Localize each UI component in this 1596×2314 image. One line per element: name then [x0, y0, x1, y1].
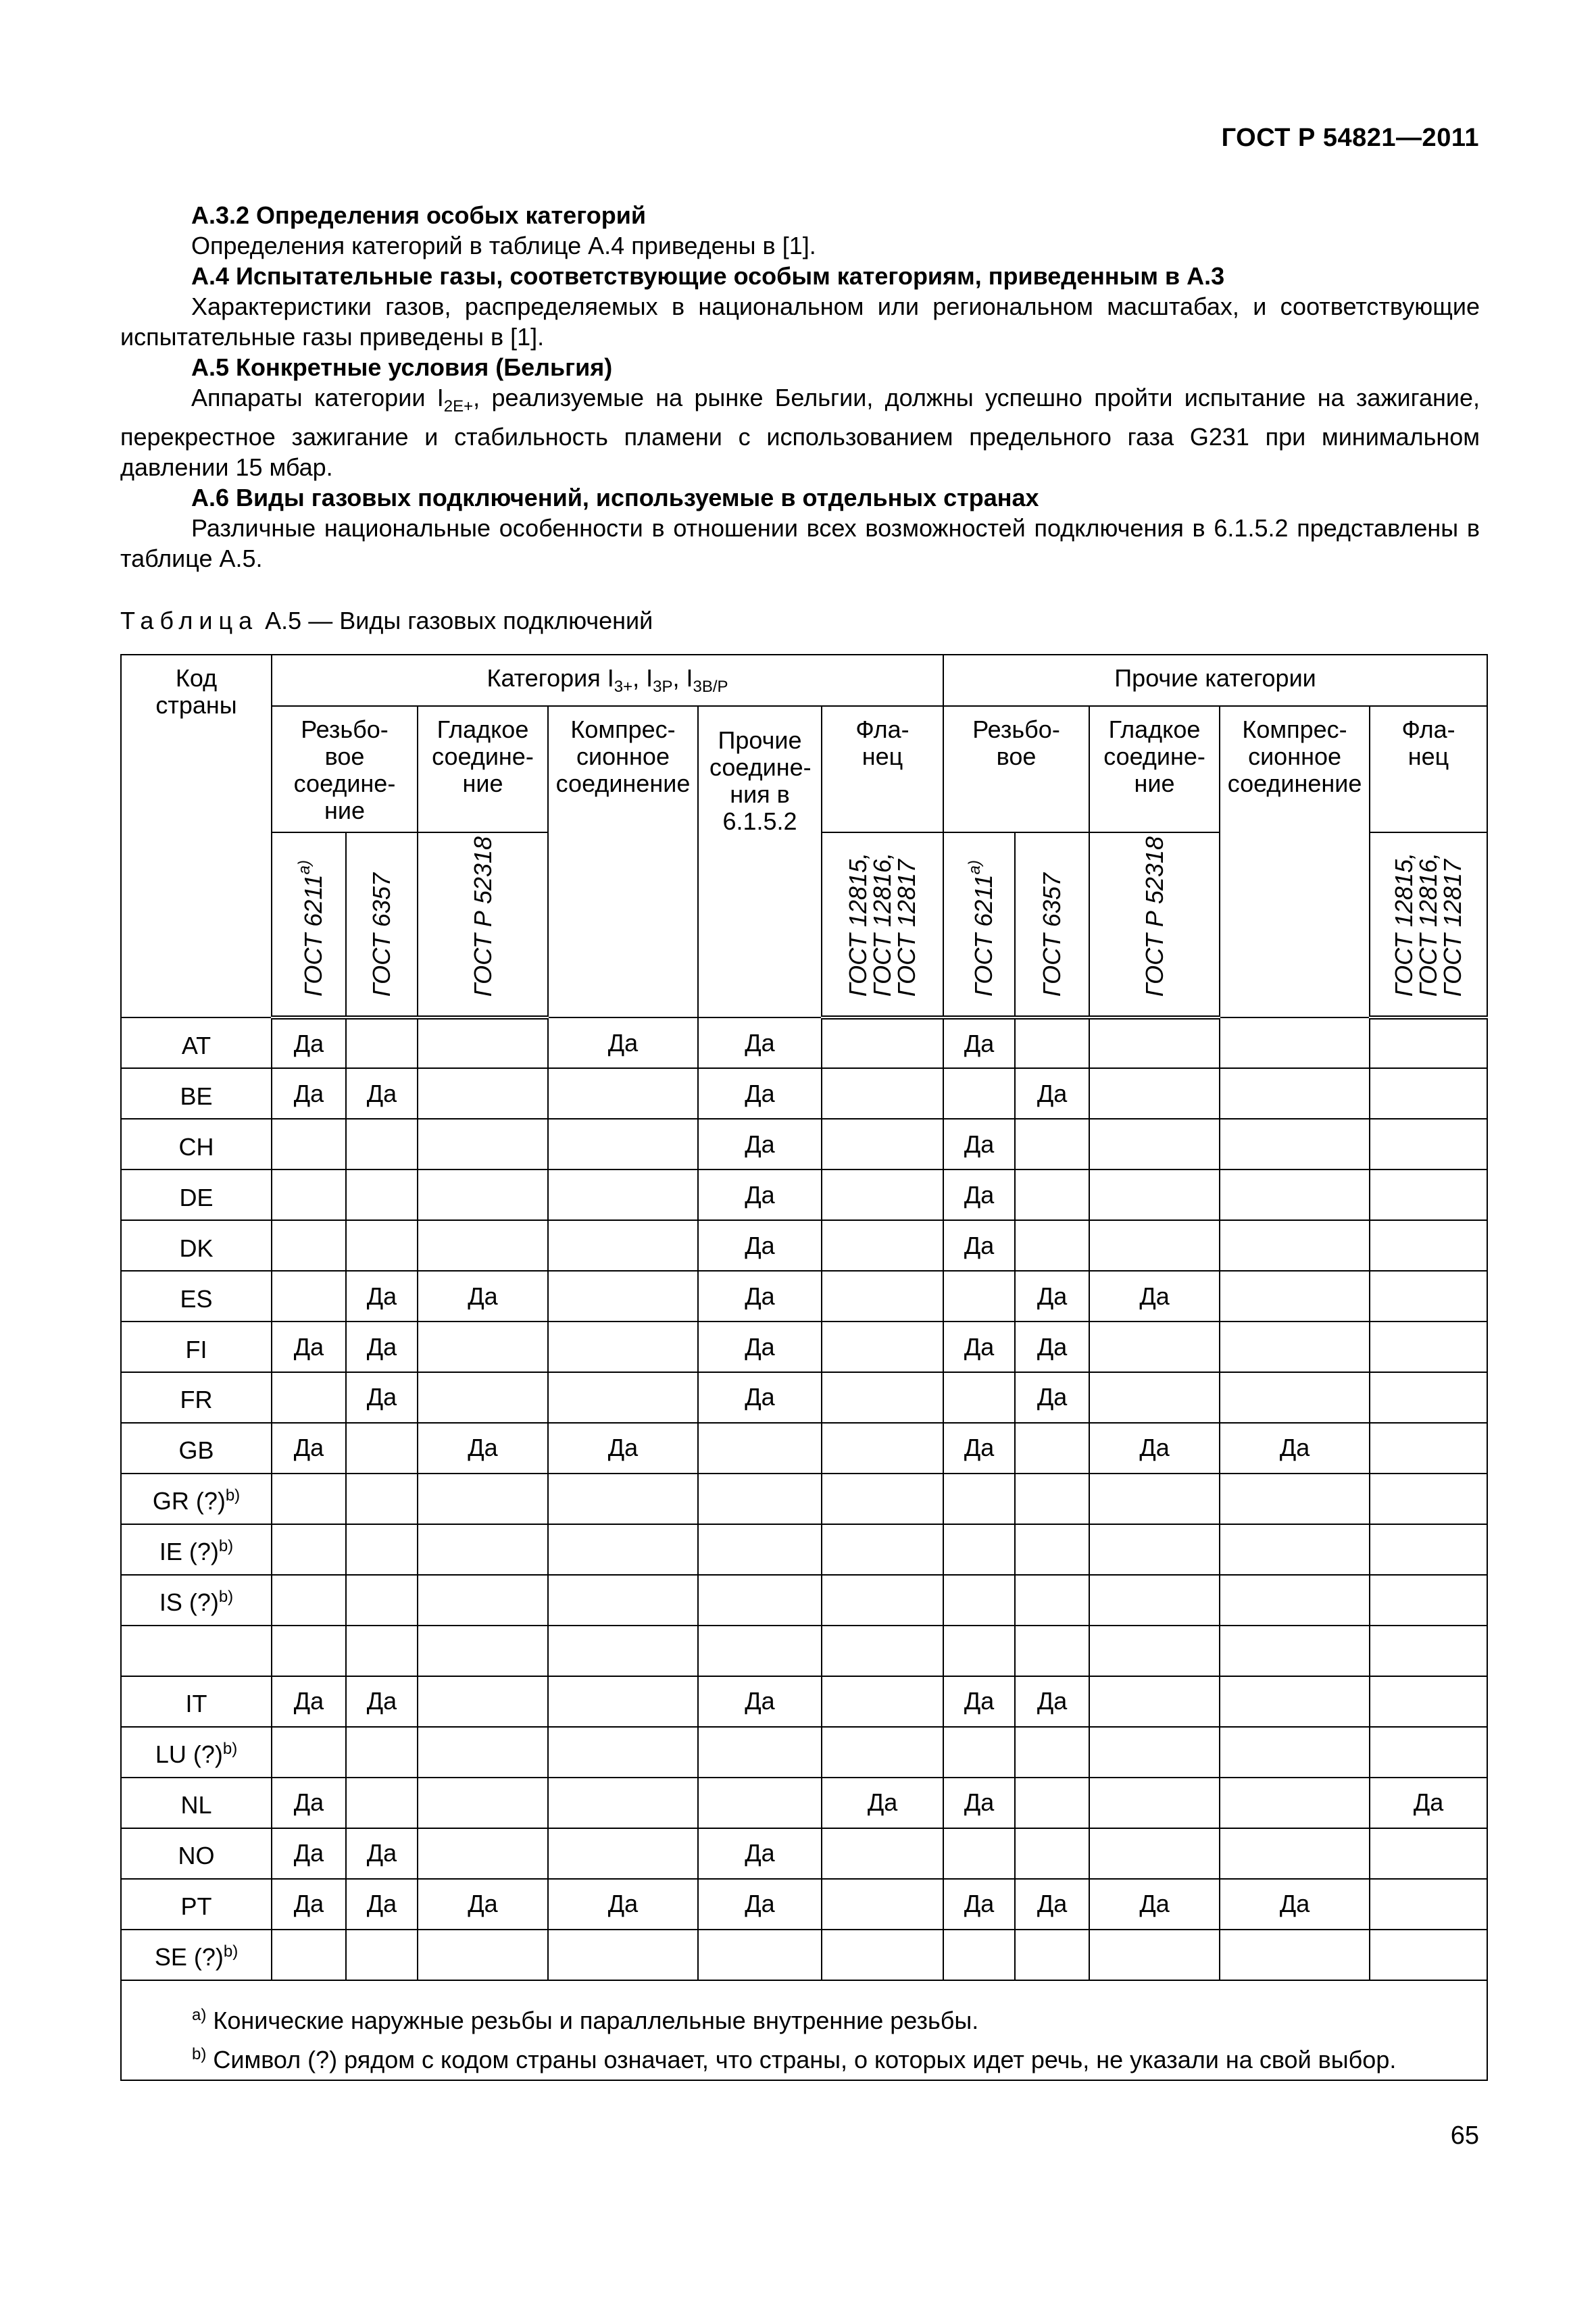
table-cell	[1089, 1169, 1220, 1220]
country-code-cell: BE	[121, 1068, 272, 1119]
table-cell	[418, 1474, 548, 1524]
table-row	[121, 1524, 1487, 1575]
country-code-cell: DE	[121, 1169, 272, 1220]
table-cell	[943, 1372, 1015, 1423]
table-cell	[1089, 1727, 1220, 1778]
table-cell	[1220, 1271, 1370, 1322]
table-cell	[1220, 1778, 1370, 1828]
table-cell: Да	[272, 1879, 346, 1930]
table-cell	[943, 1575, 1015, 1626]
table-cell: Да	[1015, 1271, 1089, 1322]
document-header: ГОСТ Р 54821—2011	[1221, 124, 1479, 152]
table-cell	[548, 1778, 698, 1828]
table-cell	[1089, 1119, 1220, 1169]
table-cell	[548, 1676, 698, 1727]
table-cell	[346, 1017, 418, 1068]
table-cell	[1370, 1524, 1487, 1575]
table-cell: Да	[346, 1068, 418, 1119]
footnote: $^{b)}$ Символ (?) рядом с кодом страны означает, что страны, о которых идет речь, не указали на свой выбор.	[192, 2044, 1397, 2073]
table-cell: Да	[1220, 1423, 1370, 1474]
table-cell: Да	[272, 1423, 346, 1474]
table-cell	[1015, 1778, 1089, 1828]
table-cell	[822, 1119, 943, 1169]
table-cell	[1220, 1676, 1370, 1727]
table-cell	[418, 1778, 548, 1828]
table-cell	[822, 1524, 943, 1575]
table-cell	[1370, 1575, 1487, 1626]
table-cell: Да	[1015, 1068, 1089, 1119]
threaded-header-2: Резьбо-вое	[943, 706, 1089, 832]
table-cell: Да	[272, 1017, 346, 1068]
table-cell: Да	[943, 1778, 1015, 1828]
table-cell	[1220, 1626, 1370, 1676]
table-cell: Да	[272, 1778, 346, 1828]
table-cell	[418, 1220, 548, 1271]
std-gost6211-2: ГОСТ 6211$^{a)}$	[943, 832, 1015, 1017]
table-cell	[822, 1676, 943, 1727]
table-cell	[698, 1524, 822, 1575]
table-cell	[418, 1676, 548, 1727]
table-cell	[1220, 1524, 1370, 1575]
table-cell	[548, 1372, 698, 1423]
table-cell: Да	[943, 1423, 1015, 1474]
country-code-cell: LU (?)$^{b)}$	[121, 1727, 272, 1778]
table-cell: Да	[698, 1322, 822, 1372]
table-cell: Да	[346, 1676, 418, 1727]
table-cell	[1015, 1423, 1089, 1474]
country-code-cell: DK	[121, 1220, 272, 1271]
std-gostr52318-1: ГОСТ Р 52318	[418, 832, 548, 1017]
table-cell	[1220, 1372, 1370, 1423]
table-cell	[1015, 1169, 1089, 1220]
table-cell	[346, 1727, 418, 1778]
table-cell	[1370, 1169, 1487, 1220]
table-cell	[1370, 1727, 1487, 1778]
table-cell	[346, 1220, 418, 1271]
table-cell	[418, 1322, 548, 1372]
table-cell: Да	[698, 1271, 822, 1322]
table-cell	[822, 1727, 943, 1778]
smooth-header-1: Гладкое соедине-ние	[418, 706, 548, 832]
table-cell: Да	[698, 1828, 822, 1879]
table-cell	[943, 1474, 1015, 1524]
table-cell	[822, 1068, 943, 1119]
table-cell	[1089, 1626, 1220, 1676]
table-cell	[1015, 1828, 1089, 1879]
table-cell	[1015, 1626, 1089, 1676]
table-cell	[822, 1828, 943, 1879]
table-cell	[1015, 1727, 1089, 1778]
country-code-cell: FI	[121, 1322, 272, 1372]
table-cell	[1370, 1068, 1487, 1119]
table-cell	[822, 1626, 943, 1676]
table-cell	[1089, 1322, 1220, 1372]
table-cell	[1370, 1930, 1487, 1980]
std-gost-flange-1: ГОСТ 12815, ГОСТ 12816, ГОСТ 12817	[822, 832, 943, 1017]
table-row	[121, 1271, 1487, 1322]
table-cell	[822, 1322, 943, 1372]
table-cell	[822, 1220, 943, 1271]
table-row	[121, 1322, 1487, 1372]
table-cell	[1220, 1727, 1370, 1778]
table-cell: Да	[698, 1372, 822, 1423]
table-cell	[1370, 1474, 1487, 1524]
table-cell: Да	[943, 1879, 1015, 1930]
table-cell	[272, 1119, 346, 1169]
table-cell	[943, 1068, 1015, 1119]
table-cell	[1089, 1372, 1220, 1423]
table-cell: Да	[1015, 1676, 1089, 1727]
country-code-cell: IT	[121, 1676, 272, 1727]
paragraph-a4: Характеристики газов, распределяемых в национальном или региональном масштабах, и соответствующие испытательные газы приведены в [1].	[120, 293, 1480, 351]
table-cell	[1089, 1017, 1220, 1068]
table-cell	[1220, 1220, 1370, 1271]
table-cell: Да	[698, 1220, 822, 1271]
table-cell: Да	[346, 1271, 418, 1322]
table-cell	[1220, 1474, 1370, 1524]
table-cell	[548, 1322, 698, 1372]
table-cell	[1015, 1119, 1089, 1169]
table-cell	[1015, 1524, 1089, 1575]
table-cell: Да	[272, 1322, 346, 1372]
table-cell	[548, 1930, 698, 1980]
flange-header-1: Фла-нец	[822, 706, 943, 832]
table-cell	[822, 1930, 943, 1980]
table-cell	[418, 1524, 548, 1575]
table-cell	[346, 1169, 418, 1220]
table-cell	[418, 1372, 548, 1423]
table-cell	[418, 1119, 548, 1169]
table-cell	[272, 1474, 346, 1524]
std-gost6211-1: ГОСТ 6211$^{a)}$	[272, 832, 346, 1017]
table-cell: Да	[698, 1119, 822, 1169]
table-cell	[1370, 1271, 1487, 1322]
country-code-cell: NO	[121, 1828, 272, 1879]
table-cell: Да	[346, 1372, 418, 1423]
table-cell	[698, 1930, 822, 1980]
country-code-cell: PT	[121, 1879, 272, 1930]
table-cell	[1370, 1220, 1487, 1271]
table-cell	[418, 1828, 548, 1879]
table-cell	[1220, 1828, 1370, 1879]
country-code-cell: AT	[121, 1017, 272, 1068]
table-cell	[698, 1727, 822, 1778]
heading-a6: А.6 Виды газовых подключений, используемые в отдельных странах	[191, 484, 1039, 512]
other-connections-header: Прочие соедине-ния в 6.1.5.2	[698, 706, 822, 1017]
country-code-cell: IS (?)$^{b)}$	[121, 1575, 272, 1626]
table-cell	[1370, 1322, 1487, 1372]
table-cell: Да	[822, 1778, 943, 1828]
table-cell	[1089, 1676, 1220, 1727]
table-cell	[943, 1271, 1015, 1322]
table-cell: Да	[1015, 1322, 1089, 1372]
table-cell: Да	[698, 1879, 822, 1930]
table-cell	[822, 1423, 943, 1474]
table-row	[121, 1575, 1487, 1626]
table-row	[121, 1068, 1487, 1119]
table-cell	[272, 1372, 346, 1423]
table-cell: Да	[1220, 1879, 1370, 1930]
table-cell	[346, 1626, 418, 1676]
table-row	[121, 1169, 1487, 1220]
table-cell	[418, 1068, 548, 1119]
table-cell	[1370, 1828, 1487, 1879]
table-cell	[1089, 1068, 1220, 1119]
table-cell	[822, 1474, 943, 1524]
table-cell: Да	[418, 1879, 548, 1930]
compression-header-2: Компрес-сионное соединение	[1220, 706, 1370, 1017]
table-cell: Да	[943, 1017, 1015, 1068]
table-cell	[346, 1575, 418, 1626]
table-row	[121, 1474, 1487, 1524]
table-cell: Да	[1370, 1778, 1487, 1828]
table-cell	[548, 1119, 698, 1169]
table-caption: Таблица А.5 — Виды газовых подключений	[120, 607, 653, 634]
table-cell	[1370, 1372, 1487, 1423]
table-cell: Да	[346, 1828, 418, 1879]
category-group-header: Категория $I_{3+}$, $I_{3P}$, $I_{3B/P}$	[272, 655, 943, 706]
table-cell: Да	[943, 1220, 1015, 1271]
table-cell: Да	[943, 1169, 1015, 1220]
table-cell: Да	[418, 1271, 548, 1322]
country-code-cell: CH	[121, 1119, 272, 1169]
table-cell	[346, 1423, 418, 1474]
table-cell	[1220, 1169, 1370, 1220]
country-code-cell: NL	[121, 1778, 272, 1828]
heading-a32: А.3.2 Определения особых категорий	[191, 201, 646, 229]
table-cell: Да	[1015, 1372, 1089, 1423]
table-cell	[346, 1524, 418, 1575]
table-cell	[822, 1575, 943, 1626]
country-code-cell: IE (?)$^{b)}$	[121, 1524, 272, 1575]
table-row	[121, 1423, 1487, 1474]
table-cell	[1089, 1524, 1220, 1575]
table-row	[121, 1220, 1487, 1271]
table-cell	[272, 1626, 346, 1676]
table-cell: Да	[698, 1017, 822, 1068]
table-cell	[272, 1169, 346, 1220]
table-cell	[548, 1169, 698, 1220]
table-cell	[1089, 1575, 1220, 1626]
table-cell: Да	[1015, 1879, 1089, 1930]
country-code-cell: SE (?)$^{b)}$	[121, 1930, 272, 1980]
table-cell	[346, 1778, 418, 1828]
table-cell	[1370, 1017, 1487, 1068]
table-row	[121, 1828, 1487, 1879]
table-cell	[418, 1727, 548, 1778]
table-cell	[548, 1727, 698, 1778]
table-cell	[943, 1828, 1015, 1879]
table-cell: Да	[698, 1169, 822, 1220]
table-cell: Да	[1089, 1271, 1220, 1322]
paragraph-a5: Аппараты категории $I_{2E+}$, реализуемые на рынке Бельгии, должны успешно пройти испытание на зажигание, перекрестное зажигание и стабильность пламени с использованием предельного газа G231 при минимальном давлении 15 мбар.	[120, 384, 1480, 482]
table-cell: Да	[943, 1676, 1015, 1727]
table-cell	[418, 1575, 548, 1626]
table-cell	[822, 1271, 943, 1322]
table-row	[121, 1626, 1487, 1676]
std-gost-flange-2: ГОСТ 12815, ГОСТ 12816, ГОСТ 12817	[1370, 832, 1487, 1017]
table-cell: Да	[418, 1423, 548, 1474]
table-cell	[943, 1727, 1015, 1778]
table-cell	[1089, 1828, 1220, 1879]
table-cell	[1220, 1068, 1370, 1119]
heading-a5: А.5 Конкретные условия (Бельгия)	[191, 353, 613, 381]
table-cell	[1015, 1017, 1089, 1068]
table-cell	[822, 1879, 943, 1930]
table-cell	[1089, 1474, 1220, 1524]
table-cell	[1220, 1575, 1370, 1626]
table-cell	[1370, 1119, 1487, 1169]
smooth-header-2: Гладкое соедине-ние	[1089, 706, 1220, 832]
table-cell	[548, 1626, 698, 1676]
table-cell	[698, 1626, 822, 1676]
table-cell	[418, 1930, 548, 1980]
table-cell	[1089, 1220, 1220, 1271]
table-cell: Да	[943, 1322, 1015, 1372]
country-code-cell: FR	[121, 1372, 272, 1423]
table-cell	[548, 1575, 698, 1626]
table-cell	[548, 1474, 698, 1524]
table-cell: Да	[943, 1119, 1015, 1169]
table-row	[121, 1676, 1487, 1727]
table-row	[121, 1879, 1487, 1930]
table-cell	[1370, 1423, 1487, 1474]
compression-header-1: Компрес-сионное соединение	[548, 706, 698, 1017]
table-cell	[698, 1474, 822, 1524]
table-cell	[943, 1626, 1015, 1676]
table-cell: Да	[1089, 1879, 1220, 1930]
table-cell	[346, 1930, 418, 1980]
table-cell	[1015, 1575, 1089, 1626]
table-cell	[1370, 1626, 1487, 1676]
table-cell: Да	[698, 1676, 822, 1727]
table-cell	[698, 1423, 822, 1474]
table-row	[121, 1930, 1487, 1980]
country-code-header: Код страны	[121, 655, 272, 1017]
table-row	[121, 1727, 1487, 1778]
table-cell	[272, 1930, 346, 1980]
table-cell	[548, 1220, 698, 1271]
table-cell	[346, 1474, 418, 1524]
threaded-header-1: Резьбо-вое соедине-ние	[272, 706, 418, 832]
country-code-cell: GB	[121, 1423, 272, 1474]
table-cell	[272, 1524, 346, 1575]
country-code-cell: ES	[121, 1271, 272, 1322]
table-row	[121, 1372, 1487, 1423]
table-cell	[548, 1271, 698, 1322]
table-cell	[418, 1169, 548, 1220]
table-cell	[1220, 1322, 1370, 1372]
table-cell: Да	[346, 1879, 418, 1930]
table-row	[121, 1017, 1487, 1068]
table-cell	[1089, 1930, 1220, 1980]
table-cell	[943, 1930, 1015, 1980]
flange-header-2: Фла-нец	[1370, 706, 1487, 832]
table-cell	[698, 1778, 822, 1828]
paragraph-a32: Определения категорий в таблице А.4 приведены в [1].	[191, 232, 816, 259]
table-cell	[418, 1626, 548, 1676]
table-cell	[1220, 1017, 1370, 1068]
table-cell: Да	[272, 1676, 346, 1727]
std-gost6357-2: ГОСТ 6357	[1015, 832, 1089, 1017]
table-cell	[822, 1169, 943, 1220]
table-cell: Да	[272, 1828, 346, 1879]
table-cell	[548, 1524, 698, 1575]
table-cell	[272, 1575, 346, 1626]
table-cell	[346, 1119, 418, 1169]
table-cell: Да	[548, 1423, 698, 1474]
heading-a4: А.4 Испытательные газы, соответствующие особым категориям, приведенным в А.3	[191, 262, 1225, 290]
table-cell: Да	[272, 1068, 346, 1119]
table-cell	[272, 1727, 346, 1778]
table-footnotes	[121, 1980, 1487, 2080]
std-gostr52318-2: ГОСТ Р 52318	[1089, 832, 1220, 1017]
table-cell	[1370, 1676, 1487, 1727]
country-code-cell: GR (?)$^{b)}$	[121, 1474, 272, 1524]
table-cell	[548, 1068, 698, 1119]
table-cell	[822, 1372, 943, 1423]
table-cell: Да	[1089, 1423, 1220, 1474]
table-row	[121, 1119, 1487, 1169]
table-cell: Да	[698, 1068, 822, 1119]
table-cell	[1370, 1879, 1487, 1930]
other-categories-header: Прочие категории	[943, 655, 1487, 706]
std-gost6357-1: ГОСТ 6357	[346, 832, 418, 1017]
country-code-cell	[121, 1626, 272, 1676]
table-cell	[698, 1575, 822, 1626]
body-text	[120, 200, 1480, 574]
table-cell	[1015, 1474, 1089, 1524]
table-cell: Да	[548, 1017, 698, 1068]
connections-table	[120, 654, 1488, 2081]
table-cell	[272, 1271, 346, 1322]
table-cell	[1220, 1930, 1370, 1980]
table-cell	[1015, 1220, 1089, 1271]
table-cell	[1015, 1930, 1089, 1980]
paragraph-a6: Различные национальные особенности в отношении всех возможностей подключения в 6.1.5.2 представлены в таблице А.5.	[120, 514, 1480, 573]
table-cell: Да	[548, 1879, 698, 1930]
table-cell	[418, 1017, 548, 1068]
table-cell: Да	[346, 1322, 418, 1372]
table-row	[121, 1778, 1487, 1828]
table-cell	[1089, 1778, 1220, 1828]
table-cell	[1220, 1119, 1370, 1169]
footnote: $^{a)}$ Конические наружные резьбы и параллельные внутренние резьбы.	[192, 2005, 979, 2034]
table-cell	[272, 1220, 346, 1271]
table-cell	[943, 1524, 1015, 1575]
table-cell	[548, 1828, 698, 1879]
page-number: 65	[1450, 2121, 1479, 2150]
table-cell	[822, 1017, 943, 1068]
